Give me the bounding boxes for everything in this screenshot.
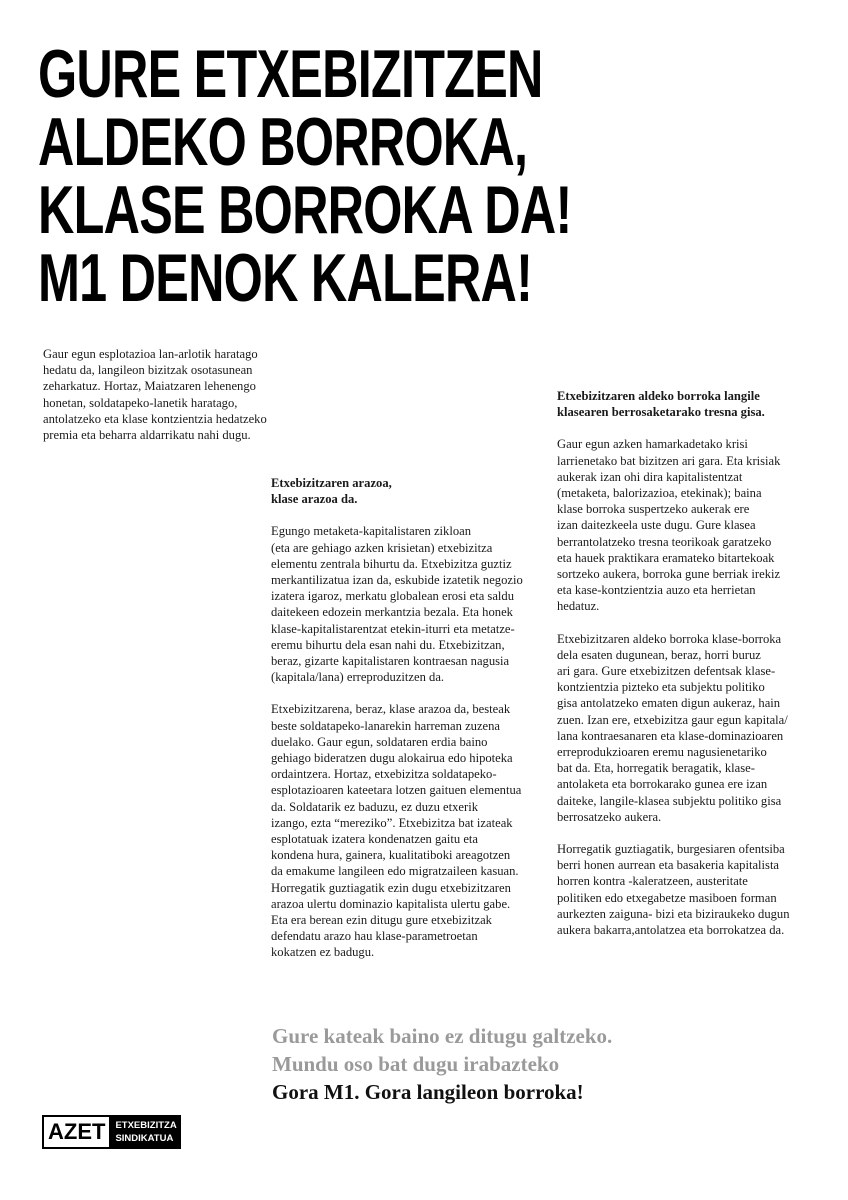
text-line: berrantolatzeko tresna teorikoak garatzeko xyxy=(557,534,772,549)
text-line: izan daitezkeela uste dugu. Gure klasea xyxy=(557,518,756,533)
text-line: izango, ezta “mereziko”. Etxebizitza bat izateak xyxy=(271,815,513,830)
text-line: kokatzen ez badugu. xyxy=(271,945,375,960)
headline-line-2: ALDEKO BORROKA, xyxy=(38,104,528,180)
intro-paragraph xyxy=(43,346,305,443)
azet-logo xyxy=(42,1115,181,1149)
middle-column xyxy=(271,475,533,977)
text-line: aurkezten zaiguna- bizi eta biziraukeko dugun xyxy=(557,906,790,921)
logo-subtitle-line-2: SINDIKATUA xyxy=(115,1133,174,1144)
text-line: berrosatzeko aukera. xyxy=(557,809,662,824)
intro-line: premia eta beharra aldarrikatu nahi dugu. xyxy=(43,428,251,443)
text-line: (eta are gehiago azken krisietan) etxebizitza xyxy=(271,540,493,555)
text-line: beraz, gizarte kapitalistaren kontraesan nagusia xyxy=(271,654,510,669)
title-line: Etxebizitzaren arazoa, xyxy=(271,476,392,490)
text-line: esplotatuak izatera kondenatzen gaitu eta xyxy=(271,832,478,847)
text-line: Egungo metaketa-kapitalistaren zikloan xyxy=(271,524,472,539)
text-line: aukerak izan ohi dira kapitalistentzat xyxy=(557,469,743,484)
headline-line-4: M1 DENOK KALERA! xyxy=(38,240,533,316)
text-line: kontzientzia pizteko eta subjektu politiko xyxy=(557,680,765,695)
text-line: aukera bakarra,antolatzea eta borrokatzea da. xyxy=(557,923,785,938)
title-line: klasearen berrosaketarako tresna gisa. xyxy=(557,405,765,420)
intro-line: antolatzeko eta klase kontzientzia hedatzeko xyxy=(43,411,267,426)
middle-section-title xyxy=(271,475,533,507)
text-line: zuen. Izan ere, etxebizitza gaur egun kapitala/ xyxy=(557,712,788,727)
text-line: horren kontra -kaleratzeen, austeritate xyxy=(557,874,748,889)
right-paragraph-3 xyxy=(557,841,817,938)
text-line: eremu bihurtu dela esan nahi du. Etxebizitzan, xyxy=(271,637,505,652)
middle-paragraph-1 xyxy=(271,523,533,685)
text-line: eta hauek praktikara eramateko bitartekoak xyxy=(557,550,775,565)
text-line: larrienetako bat bizitzen ari gara. Eta krisiak xyxy=(557,453,781,468)
right-paragraph-2 xyxy=(557,631,817,825)
text-line: erreprodukzioaren eremu nagusienetariko xyxy=(557,745,767,760)
right-section-title xyxy=(557,388,817,420)
slogan-line-1: Gure kateak baino ez ditugu galtzeko. xyxy=(272,1024,613,1048)
text-line: merkantilizatua izan da, eskubide izatetik negozio xyxy=(271,573,523,588)
text-line: gisa antolatzeko ematen digun aukeraz, hain xyxy=(557,696,781,711)
text-line: klase-kapitalistarentzat etekin-iturri eta metatze- xyxy=(271,621,515,636)
headline-line-3: KLASE BORROKA DA! xyxy=(38,172,572,248)
headline-line-1: GURE ETXEBIZITZEN xyxy=(38,36,543,112)
text-line: izatera igaroz, merkatu globalean erosi eta saldu xyxy=(271,589,515,604)
text-line: Horregatik guztiagatik, burgesiaren ofentsiba xyxy=(557,842,785,857)
text-line: da emakume langileen edo migratzaileen kasuan. xyxy=(271,864,519,879)
text-line: (metaketa, balorizazioa, etekinak); baina xyxy=(557,486,762,501)
text-line: beste soldatapeko-lanarekin harreman zuzena xyxy=(271,718,501,733)
logo-subtitle-line-1: ETXEBIZITZA xyxy=(115,1120,177,1131)
text-line: Etxebizitzarena, beraz, klase arazoa da, besteak xyxy=(271,702,511,717)
text-line: kondena hura, gainera, kualitatiboki areagotzen xyxy=(271,848,511,863)
intro-line: hedatu da, langileon bizitzak osotasunean xyxy=(43,363,253,378)
title-line: klase arazoa da. xyxy=(271,492,358,507)
right-paragraph-1 xyxy=(557,436,817,614)
text-line: berri honen aurrean eta basakeria kapitalista xyxy=(557,858,780,873)
text-line: da. Soldatarik ez baduzu, ez duzu etxerik xyxy=(271,799,479,814)
text-line: antolaketa eta borrokarako gunea ere izan xyxy=(557,777,768,792)
text-line: elementu zentrala bihurtu da. Etxebizitza guztiz xyxy=(271,556,512,571)
intro-line: honetan, soldatapeko-lanetik haratago, xyxy=(43,395,238,410)
text-line: hedatuz. xyxy=(557,599,600,614)
text-line: (kapitala/lana) erreproduzitzen da. xyxy=(271,670,445,685)
text-line: ordaintzera. Hortaz, etxebizitza soldatapeko- xyxy=(271,767,497,782)
text-line: bat da. Eta, horregatik beragatik, klase- xyxy=(557,761,755,776)
text-line: duelako. Gaur egun, soldataren erdia baino xyxy=(271,734,488,749)
text-line: Horregatik guztiagatik ezin dugu etxebizitzaren xyxy=(271,880,511,895)
right-column xyxy=(557,388,817,954)
text-line: Gaur egun azken hamarkadetako krisi xyxy=(557,437,748,452)
text-line: gehiago bideratzen dugu alokairua edo hipoteka xyxy=(271,751,513,766)
text-line: eta kase-kontzientzia auzo eta herrietan xyxy=(557,583,756,598)
text-line: klase borroka suspertzeko aukerak ere xyxy=(557,502,750,517)
text-line: Eta era berean ezin ditugu gure etxebizitzak xyxy=(271,913,492,928)
text-line: daitekeen edozein merkantzia bezala. Eta honek xyxy=(271,605,513,620)
text-line: esplotazioaren kateetara lotzen gaituen elementua xyxy=(271,783,522,798)
text-line: politiken edo etxegabetze masiboen forman xyxy=(557,890,777,905)
text-line: defendatu arazo hau klase-parametroetan xyxy=(271,929,478,944)
text-line: sortzeko aukera, borroka gune berriak irekiz xyxy=(557,567,781,582)
text-line: lana kontraesanaren eta klase-dominazioaren xyxy=(557,728,784,743)
text-line: ari gara. Gure etxebizitzen defentsak klase- xyxy=(557,664,776,679)
slogan-line-3: Gora M1. Gora langileon borroka! xyxy=(272,1080,584,1104)
text-line: dela esaten dugunean, beraz, horri buruz xyxy=(557,647,761,662)
logo-subtitle xyxy=(111,1115,180,1149)
middle-paragraph-2 xyxy=(271,701,533,960)
text-line: Etxebizitzaren aldeko borroka klase-borroka xyxy=(557,631,782,646)
title-line: Etxebizitzaren aldeko borroka langile xyxy=(557,389,760,403)
text-line: daiteke, langile-klasea subjektu politiko gisa xyxy=(557,793,782,808)
logo-acronym: AZET xyxy=(42,1115,111,1149)
headline xyxy=(38,36,828,316)
intro-line: zeharkatuz. Hortaz, Maiatzaren lehenengo xyxy=(43,379,256,394)
text-line: arazoa ulertu dominazio kapitalista ulertu gabe. xyxy=(271,896,511,911)
closing-slogans xyxy=(272,1022,832,1106)
intro-line: Gaur egun esplotazioa lan-arlotik haratago xyxy=(43,347,258,361)
slogan-line-2: Mundu oso bat dugu irabazteko xyxy=(272,1052,560,1076)
